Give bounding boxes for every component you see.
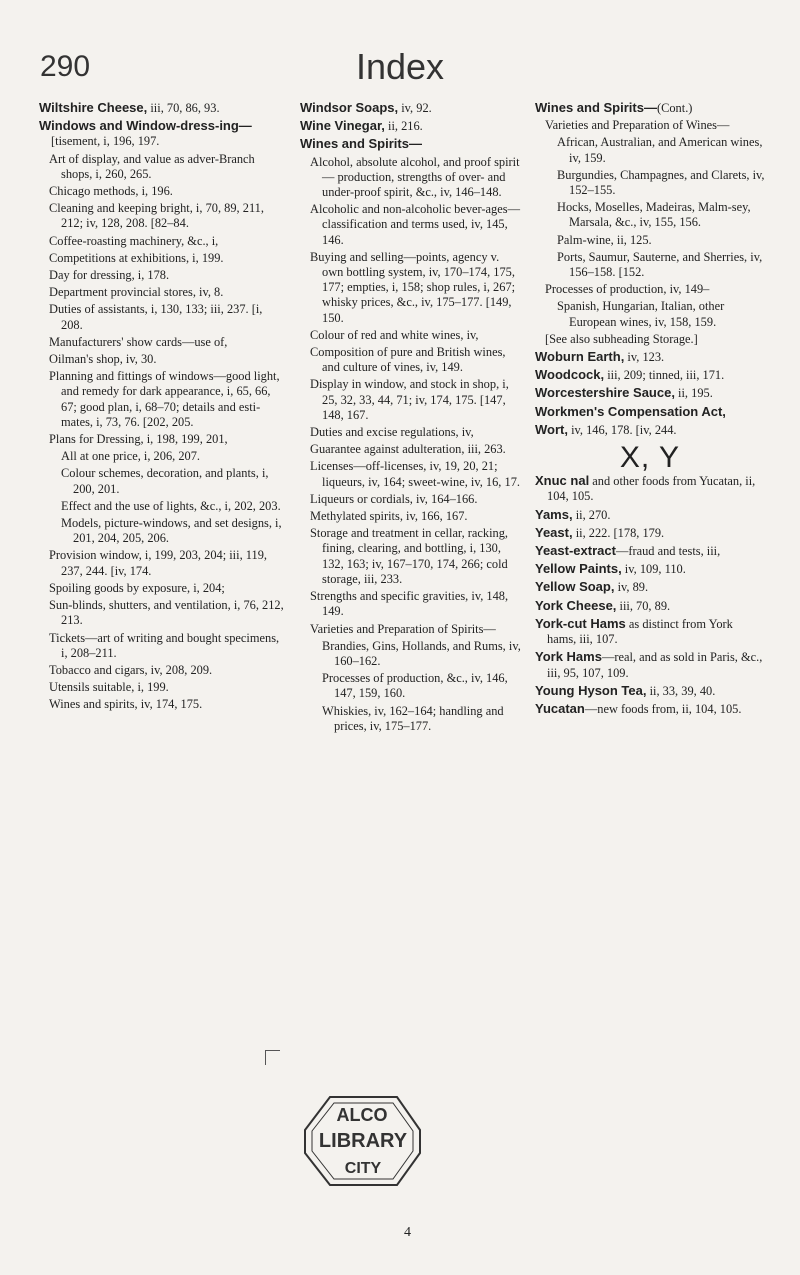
entry-text: Storage and treatment in cellar, racking, fining, clearing, and bottling, i, 130, 132, 163; iv, 167–170, 174, 266; cold storage, iii, 233. — [310, 526, 509, 586]
index-entry — [535, 404, 765, 420]
entry-text: (Cont.) — [656, 101, 693, 115]
index-subentry — [535, 135, 765, 165]
index-subentry — [300, 639, 522, 669]
entry-headword: Wort, — [535, 421, 568, 437]
index-subentry — [300, 377, 522, 423]
section-heading: X, Y — [619, 441, 681, 475]
index-subentry — [300, 622, 522, 637]
entry-headword: Young Hyson Tea, — [535, 682, 647, 698]
index-subentry — [535, 118, 765, 133]
entry-text: Composition of pure and British wines, and culture of vines, iv, 149. — [310, 345, 506, 375]
index-subentry — [300, 250, 522, 326]
entry-text: Licenses—off-licenses, iv, 19, 20, 21; liqueurs, iv, 164; sweet-wine, iv, 16, 17. — [310, 459, 520, 489]
index-entry — [535, 367, 765, 383]
index-subentry — [300, 442, 522, 457]
index-entry — [535, 561, 765, 577]
index-subentry — [39, 432, 285, 447]
index-subentry — [300, 509, 522, 524]
entry-text: ii, 216. — [384, 119, 423, 134]
entry-text: Burgundies, Champagnes, and Clarets, iv, 152–155. — [557, 167, 765, 198]
index-entry — [300, 118, 522, 134]
index-subentry — [39, 548, 285, 578]
index-subentry — [39, 302, 285, 332]
entry-text: iv, 89. — [614, 580, 649, 595]
index-subentry — [39, 516, 285, 546]
entry-text: ii, 270. — [572, 507, 611, 522]
entry-text: Plans for Dressing, i, 198, 199, 201, — [49, 432, 228, 447]
entry-text: Hocks, Moselles, Madeiras, Malm-sey, Marsala, &c., iv, 155, 156. — [557, 200, 751, 230]
entry-headword: Worcestershire Sauce, — [535, 385, 675, 401]
entry-text: Day for dressing, i, 178. — [49, 268, 170, 283]
entry-text: Art of display, and value as adver-Branch shops, i, 260, 265. — [49, 151, 255, 181]
index-subentry — [39, 499, 285, 514]
entry-text: African, Australian, and American wines, iv, 159. — [557, 135, 763, 165]
index-entry — [535, 579, 765, 595]
index-subentry — [39, 449, 285, 464]
index-entry — [300, 136, 522, 152]
index-entry — [535, 100, 765, 116]
index-subentry — [39, 466, 285, 496]
index-entry — [39, 118, 285, 149]
index-entry — [535, 507, 765, 523]
entry-text: iv, 92. — [398, 101, 432, 115]
index-subentry — [300, 589, 522, 619]
entry-headword: Woburn Earth, — [535, 349, 625, 365]
entry-headword: Workmen's Compensation Act, — [535, 403, 726, 419]
entry-headword: Yeast-extract — [535, 543, 616, 559]
entry-text: Processes of production, &c., iv, 146, 147, 159, 160. — [322, 671, 508, 701]
entry-text: Duties of assistants, i, 130, 133; iii, 237. [i, 208. — [49, 302, 263, 332]
entry-text: [See also subheading Storage.] — [545, 331, 698, 346]
entry-text: —real, and as sold in Paris, &c., iii, 95, 107, 109. — [547, 650, 763, 680]
entry-headword: Windows and Window-dress-ing— — [39, 118, 252, 134]
index-subentry — [39, 152, 285, 182]
index-subentry — [39, 680, 285, 695]
entry-text: iii, 209; tinned, iii, 171. — [604, 368, 725, 383]
index-subentry — [39, 581, 285, 596]
entry-headword: Yucatan — [535, 700, 585, 716]
entry-headword: Wine Vinegar, — [300, 118, 385, 134]
entry-text: [tisement, i, 196, 197. — [51, 134, 160, 149]
index-entry — [535, 525, 765, 541]
index-entry — [535, 598, 765, 614]
index-entry — [535, 616, 765, 647]
entry-text: Alcoholic and non-alcoholic bever-ages—classification and terms used, iv, 145, 146. — [310, 202, 520, 247]
index-subentry — [535, 233, 765, 248]
entry-text: Sun-blinds, shutters, and ventilation, i, 76, 212, 213. — [49, 598, 284, 628]
entry-text: Competitions at exhibitions, i, 199. — [49, 250, 224, 265]
entry-headword: Xnuc nal — [535, 473, 590, 489]
entry-text: Guarantee against adulteration, iii, 263. — [310, 442, 506, 457]
entry-text: —new foods from, ii, 104, 105. — [584, 701, 742, 716]
index-subentry — [39, 369, 285, 430]
entry-headword: Yams, — [535, 506, 573, 522]
index-subentry — [39, 268, 285, 283]
index-entry — [300, 100, 522, 116]
entry-text: Brandies, Gins, Hollands, and Rums, iv, 160–162. — [322, 638, 521, 668]
entry-text: Spanish, Hungarian, Italian, other European wines, iv, 158, 159. — [557, 299, 725, 329]
entry-headword: Wiltshire Cheese, — [39, 100, 148, 115]
entry-headword: York Hams — [535, 649, 602, 665]
entry-text: Whiskies, iv, 162–164; handling and prices, iv, 175–177. — [322, 703, 504, 733]
entry-text: as distinct from York hams, iii, 107. — [547, 616, 733, 647]
page-title: Index — [355, 46, 445, 87]
corner-mark — [265, 1050, 280, 1065]
index-subentry — [535, 168, 765, 198]
library-stamp — [285, 1085, 440, 1195]
index-subentry — [39, 285, 285, 300]
index-subentry — [535, 282, 765, 297]
entry-text: —fraud and tests, iii, — [615, 544, 721, 559]
entry-text: ii, 222. [178, 179. — [572, 525, 665, 540]
index-subentry — [300, 328, 522, 343]
entry-text: Provision window, i, 199, 203, 204; iii, 119, 237, 244. [iv, 174. — [49, 548, 267, 578]
index-entry — [535, 422, 765, 438]
index-subentry — [39, 598, 285, 628]
index-entry — [535, 649, 765, 680]
index-subentry — [300, 704, 522, 734]
index-subentry — [300, 492, 522, 507]
entry-headword: Wines and Spirits— — [300, 136, 422, 152]
entry-text: Planning and fittings of windows—good light, and remedy for dark appearance, i, 65, 66, 67; good plan, i, 68–70; details and esti-mates, i, 73, 76. [202, 205. — [49, 369, 280, 429]
entry-text: Processes of production, iv, 149– — [545, 282, 710, 297]
entry-text: Manufacturers' show cards—use of, — [49, 334, 228, 349]
entry-text: Cleaning and keeping bright, i, 70, 89, 211, 212; iv, 128, 208. [82–84. — [49, 201, 264, 231]
index-entry — [39, 100, 285, 116]
entry-headword: Yeast, — [535, 524, 573, 540]
index-subentry — [300, 526, 522, 587]
index-subentry — [300, 425, 522, 440]
stamp-top-text: ALCO — [336, 1105, 388, 1125]
index-subentry — [535, 299, 765, 329]
index-subentry — [39, 697, 285, 712]
entry-headword: Woodcock, — [535, 367, 605, 383]
index-subentry — [39, 184, 285, 199]
entry-text: Liqueurs or cordials, iv, 164–166. — [310, 491, 478, 506]
index-entry — [535, 543, 765, 559]
index-subentry — [39, 251, 285, 266]
entry-text: Utensils suitable, i, 199. — [49, 680, 169, 695]
index-entry — [535, 683, 765, 699]
entry-text: Colour schemes, decoration, and plants, i, 200, 201. — [61, 466, 269, 496]
entry-text: Strengths and specific gravities, iv, 148, 149. — [310, 589, 509, 619]
index-subentry — [39, 352, 285, 367]
entry-text: Display in window, and stock in shop, i, 25, 32, 33, 44, 71; iv, 174, 175. [147, 148, 167. — [310, 377, 509, 422]
entry-text: Coffee-roasting machinery, &c., i, — [49, 233, 219, 248]
stamp-bottom-text: CITY — [344, 1160, 382, 1177]
index-subentry — [300, 345, 522, 375]
index-entry — [535, 385, 765, 401]
entry-text: Varieties and Preparation of Wines— — [545, 118, 730, 133]
index-subentry — [300, 671, 522, 701]
entry-text: Palm-wine, ii, 125. — [557, 232, 652, 247]
index-column-3 — [535, 100, 765, 719]
index-subentry — [535, 332, 765, 347]
entry-text: Spoiling goods by exposure, i, 204; — [49, 580, 225, 595]
index-subentry — [300, 155, 522, 201]
index-column-1 — [39, 100, 285, 715]
entry-text: Models, picture-windows, and set designs, i, 201, 204, 205, 206. — [61, 516, 282, 546]
entry-text: Tobacco and cigars, iv, 208, 209. — [49, 662, 213, 677]
index-subentry — [39, 201, 285, 231]
entry-text: iii, 70, 86, 93. — [147, 101, 220, 115]
index-column-2 — [300, 100, 522, 736]
entry-headword: Wines and Spirits— — [535, 100, 657, 115]
index-entry — [535, 701, 765, 717]
entry-text: Tickets—art of writing and bought specimens, i, 208–211. — [49, 630, 280, 660]
entry-headword: York-cut Hams — [535, 615, 626, 631]
entry-text: Wines and spirits, iv, 174, 175. — [49, 697, 203, 712]
entry-text: Colour of red and white wines, iv, — [310, 327, 479, 342]
entry-text: and other foods from Yucatan, ii, 104, 105. — [547, 474, 756, 504]
entry-text: Effect and the use of lights, &c., i, 202, 203. — [61, 498, 281, 513]
entry-text: Alcohol, absolute alcohol, and proof spirit — production, strengths of over- and under-proof spirit, &c., iv, 146–148. — [310, 154, 520, 200]
entry-text: ii, 33, 39, 40. — [646, 683, 716, 698]
index-subentry — [39, 663, 285, 678]
entry-headword: York Cheese, — [535, 597, 617, 613]
entry-text: ii, 195. — [674, 386, 713, 401]
entry-headword: Windsor Soaps, — [300, 100, 399, 115]
stamp-middle-text: LIBRARY — [318, 1130, 408, 1152]
entry-text: Duties and excise regulations, iv, — [310, 425, 474, 440]
entry-text: Methylated spirits, iv, 166, 167. — [310, 509, 468, 524]
index-subentry — [300, 459, 522, 489]
entry-text: Ports, Saumur, Sauterne, and Sherries, iv, 156–158. [152. — [557, 249, 763, 280]
index-subentry — [39, 234, 285, 249]
index-entry — [535, 349, 765, 365]
page-number: 290 — [40, 50, 91, 83]
entry-headword: Yellow Paints, — [535, 561, 622, 577]
index-subentry — [39, 335, 285, 350]
entry-text: Buying and selling—points, agency v. own bottling system, iv, 170–174, 175, 177; empties, i, 158; shop rules, i, 267; whisky prices, &c., iv, 175–177. [149, 150. — [310, 249, 516, 325]
index-subentry — [535, 250, 765, 280]
entry-text: iv, 146, 178. [iv, 244. — [567, 422, 677, 437]
entry-text: Oilman's shop, iv, 30. — [49, 352, 157, 367]
entry-text: iv, 109, 110. — [621, 562, 686, 577]
index-subentry — [535, 200, 765, 230]
entry-text: iv, 123. — [624, 350, 665, 365]
entry-text: Varieties and Preparation of Spirits— — [310, 621, 496, 636]
entry-text: All at one price, i, 206, 207. — [61, 449, 201, 464]
index-subentry — [39, 631, 285, 661]
index-entry — [535, 473, 765, 504]
entry-headword: Yellow Soap, — [535, 579, 615, 595]
footer-mark: 4 — [404, 1225, 411, 1240]
index-subentry — [300, 202, 522, 248]
entry-text: Department provincial stores, iv, 8. — [49, 285, 224, 300]
entry-text: Chicago methods, i, 196. — [49, 184, 173, 199]
entry-text: iii, 70, 89. — [616, 598, 671, 613]
